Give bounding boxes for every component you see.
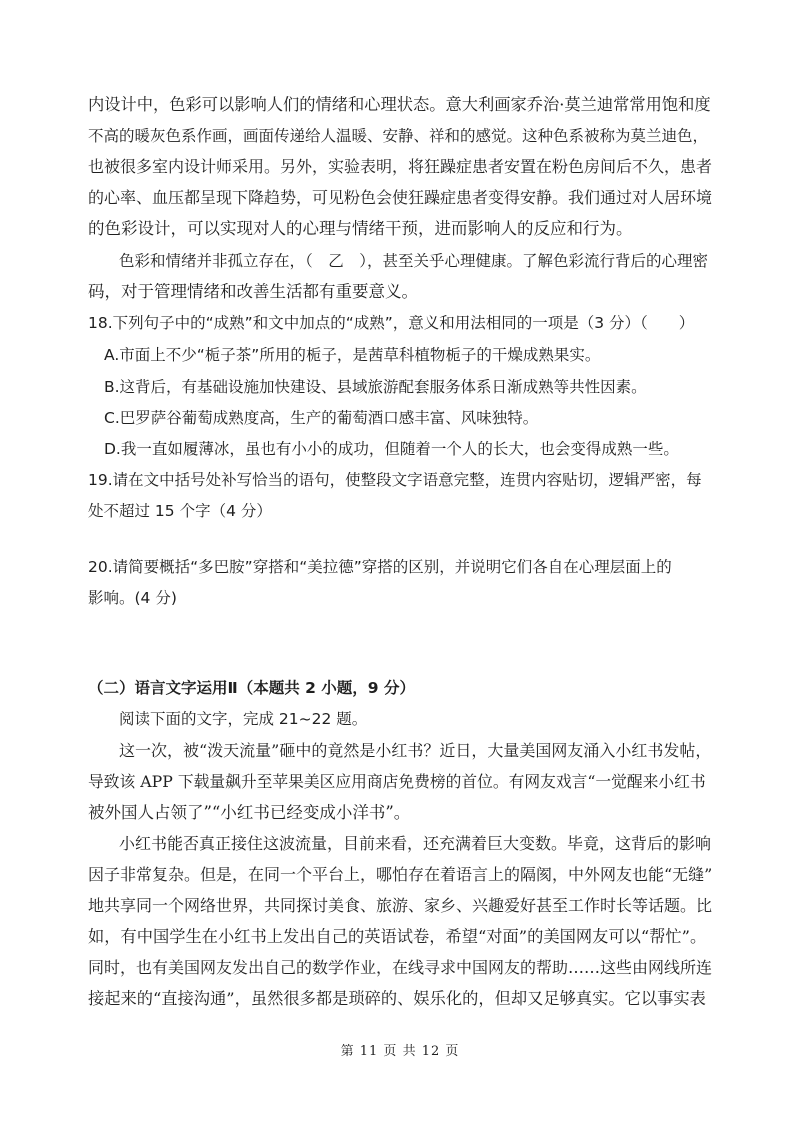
question-19-line: 19.请在文中括号处补写恰当的语句，使整段文字语意完整，连贯内容贴切，逻辑严密，每 xyxy=(88,471,702,489)
section-heading: （二）语言文字运用Ⅱ（本题共 2 小题，9 分） xyxy=(88,679,415,697)
passage-line: 因子非常复杂。但是，在同一个平台上，哪怕存在着语言上的隔阂，中外网友也能“无缝” xyxy=(88,865,713,884)
passage-line: 小红书能否真正接住这波流量，目前来看，还充满着巨大变数。毕竟，这背后的影响 xyxy=(119,834,712,853)
question-18-option-c: C.巴罗萨谷葡萄成熟度高，生产的葡萄酒口感丰富、风味独特。 xyxy=(104,409,539,427)
passage-line: 内设计中，色彩可以影响人们的情绪和心理状态。意大利画家乔治·莫兰迪常常用饱和度 xyxy=(88,95,711,114)
passage-line: 导致该 APP 下载量飙升至苹果美区应用商店免费榜的首位。有网友戏言“一觉醒来小红书 xyxy=(88,772,706,791)
passage-line: 这一次，被“泼天流量”砸中的竟然是小红书？近日，大量美国网友涌入小红书发帖， xyxy=(119,741,712,760)
passage-line: 色彩和情绪并非孤立存在，（ 乙 ），甚至关乎心理健康。了解色彩流行背后的心理密 xyxy=(119,252,709,270)
passage-line: 如，有中国学生在小红书上发出自己的英语试卷，希望“对面”的美国网友可以“帮忙”。 xyxy=(88,927,707,946)
passage-line: 码，对于管理情绪和改善生活都有重要意义。 xyxy=(88,282,418,301)
passage-line: 不高的暖灰色系作画，画面传递给人温暖、安静、祥和的感觉。这种色系被称为莫兰迪色， xyxy=(88,127,709,145)
passage-line: 的色彩设计，可以实现对人的心理与情绪干预，进而影响人的反应和行为。 xyxy=(88,219,633,238)
question-18-stem: 18.下列句子中的“成熟”和文中加点的“成熟”，意义和用法相同的一项是（3 分）（ ） xyxy=(88,314,695,332)
passage-line: 的心率、血压都呈现下降趋势，可见粉色会使狂躁症患者变得安静。我们通过对人居环境 xyxy=(88,188,713,207)
passage-line: 同时，也有美国网友发出自己的数学作业，在线寻求中国网友的帮助……这些由网线所连 xyxy=(88,958,713,977)
passage-line: 被外国人占领了”“小红书已经变成小洋书”。 xyxy=(88,803,411,822)
passage-line: 也被很多室内设计师采用。另外，实验表明，将狂躁症患者安置在粉色房间后不久，患者 xyxy=(88,157,713,176)
question-20-line: 影响。(4 分) xyxy=(88,589,177,607)
section-instruction: 阅读下面的文字，完成 21~22 题。 xyxy=(119,710,368,728)
question-18-option-a: A.市面上不少“栀子茶”所用的栀子，是茜草科植物栀子的干燥成熟果实。 xyxy=(104,346,601,364)
question-20-line: 20.请简要概括“多巴胺”穿搭和“美拉德”穿搭的区别，并说明它们各自在心理层面上的 xyxy=(88,558,672,576)
question-18-option-b: B.这背后，有基础设施加快建设、县域旅游配套服务体系日渐成熟等共性因素。 xyxy=(104,378,647,396)
question-19-line: 处不超过 15 个字（4 分） xyxy=(88,502,272,520)
question-18-option-d: D.我一直如履薄冰，虽也有小小的成功，但随着一个人的长大，也会变得成熟一些。 xyxy=(104,440,679,458)
page-number: 第 11 页 共 12 页 xyxy=(340,1044,460,1059)
passage-line: 接起来的“直接沟通”，虽然很多都是琐碎的、娱乐化的，但却又足够真实。它以事实表 xyxy=(88,989,706,1008)
passage-line: 地共享同一个网络世界，共同探讨美食、旅游、家乡、兴趣爱好甚至工作时长等话题。比 xyxy=(88,896,713,915)
